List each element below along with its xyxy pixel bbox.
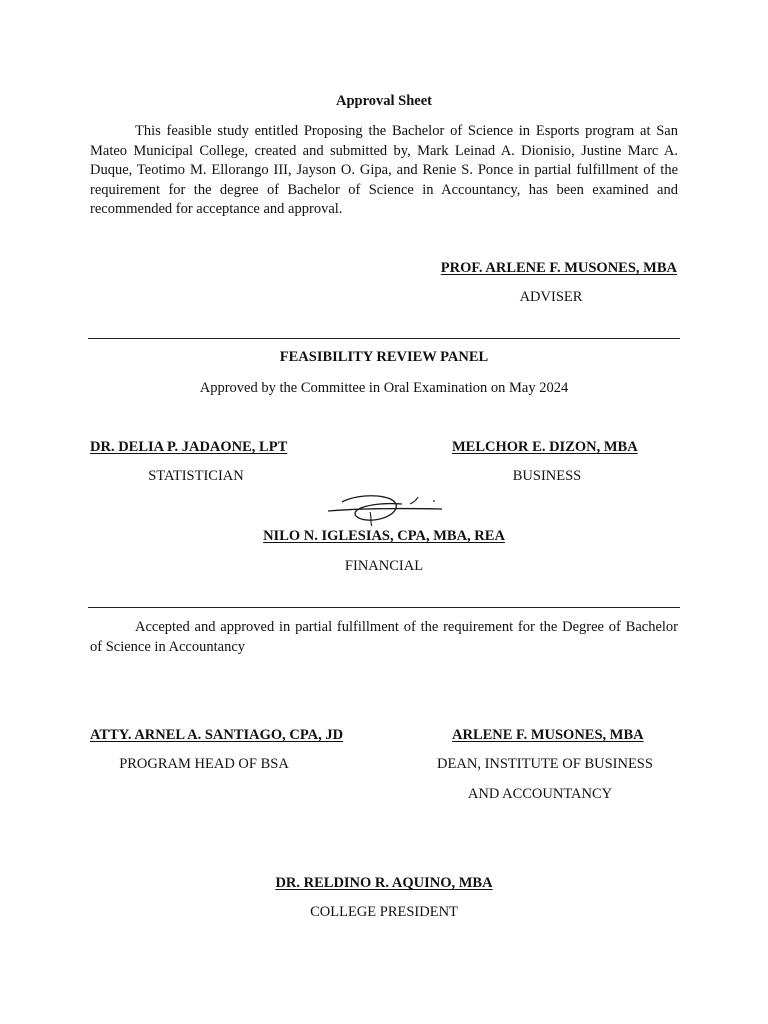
panel-subheading: Approved by the Committee in Oral Examination on May 2024 — [199, 380, 569, 396]
business-name: MELCHOR E. DIZON, MBA — [452, 439, 638, 455]
program-head-name: ATTY. ARNEL A. SANTIAGO, CPA, JD — [90, 727, 344, 743]
dean-name: ARLENE F. MUSONES, MBA — [452, 727, 644, 743]
adviser-role: ADVISER — [519, 289, 583, 305]
page-title: Approval Sheet — [335, 93, 432, 109]
financial-role: FINANCIAL — [344, 558, 424, 574]
panel-heading: FEASIBILITY REVIEW PANEL — [279, 349, 489, 365]
handwritten-signature — [322, 490, 462, 530]
president-name: DR. RELDINO R. AQUINO, MBA — [275, 875, 493, 891]
business-role: BUSINESS — [512, 468, 582, 484]
president-role: COLLEGE PRESIDENT — [310, 904, 458, 920]
statistician-name: DR. DELIA P. JADAONE, LPT — [90, 439, 288, 455]
financial-name: NILO N. IGLESIAS, CPA, MBA, REA — [263, 528, 505, 544]
acceptance-paragraph: Accepted and approved in partial fulfillment of the requirement for the Degree of Bachelor of Science in Accountancy — [90, 619, 678, 655]
statistician-role: STATISTICIAN — [148, 468, 244, 484]
program-head-role: PROGRAM HEAD OF BSA — [119, 756, 289, 772]
section-divider-2 — [88, 607, 680, 608]
dean-role-line2: AND ACCOUNTANCY — [467, 786, 613, 802]
intro-paragraph: This feasible study entitled Proposing the Bachelor of Science in Esports program at San Mateo Municipal College, created and submitted by, Mark Leinad A. Dionisio, Justine Marc A. Duque, Teotimo M. Ellorango III, Jayson O. Gipa, and Renie S. Ponce in partial fulfillment of the requirement for the degree of Bachelor of Science in Accountancy, has been examined and recommended for acceptance and approval. — [90, 123, 678, 218]
dean-role-line1: DEAN, INSTITUTE OF BUSINESS — [437, 756, 653, 772]
adviser-name: PROF. ARLENE F. MUSONES, MBA — [440, 260, 677, 276]
section-divider-1 — [88, 338, 680, 339]
